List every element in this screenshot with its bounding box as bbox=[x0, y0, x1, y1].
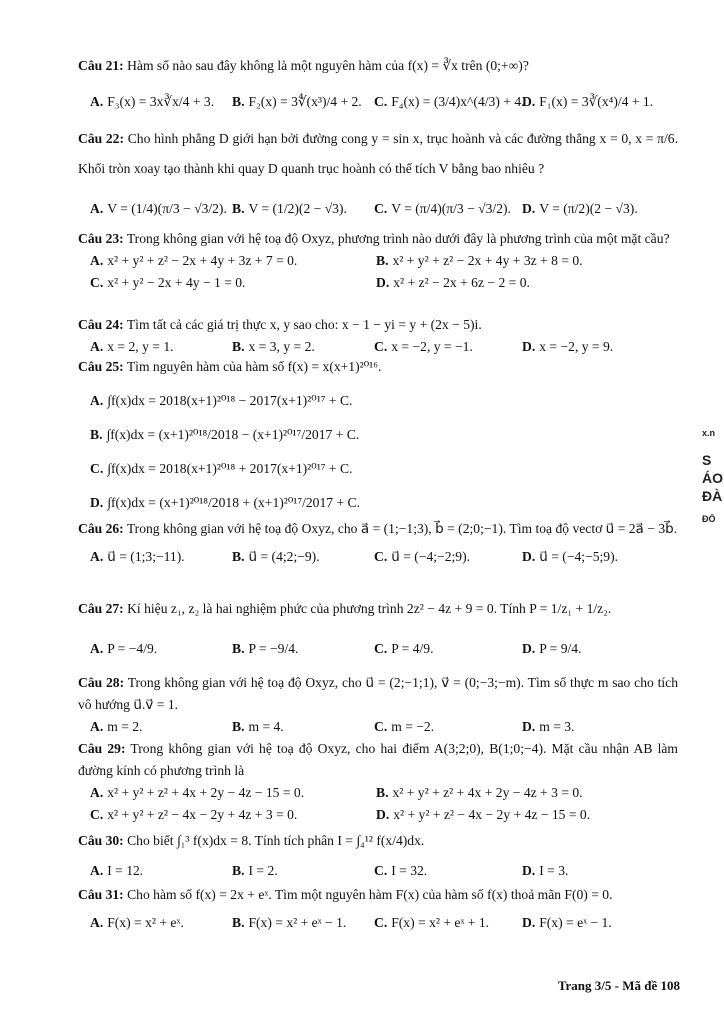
option-c[interactable]: C. m = −2. bbox=[374, 719, 435, 734]
option-a[interactable]: A. P = −4/9. bbox=[90, 641, 158, 656]
question-number: Câu 31: bbox=[78, 887, 124, 902]
option-d[interactable]: D. x = −2, y = 9. bbox=[522, 339, 614, 354]
question-stem: Tìm nguyên hàm của hàm số f(x) = x(x+1)²⁰¹⁶. bbox=[126, 359, 382, 374]
page-footer: Trang 3/5 - Mã đề 108 bbox=[557, 978, 680, 993]
question-30 bbox=[78, 830, 678, 882]
option-a[interactable]: A. x² + y² + z² + 4x + 2y − 4z − 15 = 0. bbox=[90, 785, 305, 800]
question-26 bbox=[78, 518, 678, 568]
option-c[interactable]: C. ∫f(x)dx = 2018(x+1)²⁰¹⁸ + 2017(x+1)²⁰¹⁷ + C. bbox=[90, 461, 353, 476]
question-number: Câu 25: bbox=[78, 359, 124, 374]
question-23 bbox=[78, 228, 678, 294]
option-b[interactable]: B. x² + y² + z² + 4x + 2y − 4z + 3 = 0. bbox=[376, 785, 583, 800]
option-b[interactable]: B. m = 4. bbox=[232, 719, 284, 734]
option-c[interactable]: C. x = −2, y = −1. bbox=[374, 339, 473, 354]
option-d[interactable]: D. F₁(x) = 3∛(x⁴)/4 + 1. bbox=[522, 94, 654, 109]
question-number: Câu 29: bbox=[78, 741, 126, 756]
question-number: Câu 28: bbox=[78, 675, 125, 690]
question-stem: Cho hàm số f(x) = 2x + eˣ. Tìm một nguyên hàm F(x) của hàm số f(x) thoả mãn F(0) = 0. bbox=[127, 887, 613, 902]
option-a[interactable]: A. V = (1/4)(π/3 − √3/2). bbox=[90, 201, 227, 216]
option-b[interactable]: B. P = −9/4. bbox=[232, 641, 299, 656]
option-b[interactable]: B. u⃗ = (4;2;−9). bbox=[232, 549, 320, 564]
question-25 bbox=[78, 356, 678, 520]
question-stem: Hàm số nào sau đây không là một nguyên hàm của f(x) = ∛x trên (0;+∞)? bbox=[127, 58, 529, 73]
margin-mark: x.n bbox=[702, 428, 716, 438]
question-21 bbox=[78, 55, 678, 113]
option-d[interactable]: D. V = (π/2)(2 − √3). bbox=[522, 201, 638, 216]
question-number: Câu 21: bbox=[78, 58, 124, 73]
question-stem: Trong không gian với hệ toạ độ Oxyz, phương trình nào dưới đây là phương trình của một mặt cầu? bbox=[126, 231, 670, 246]
option-c[interactable]: C. x² + y² + z² − 4x − 2y + 4z + 3 = 0. bbox=[90, 807, 298, 822]
option-d[interactable]: D. u⃗ = (−4;−5;9). bbox=[522, 549, 619, 564]
option-b[interactable]: B. x² + y² + z² − 2x + 4y + 3z + 8 = 0. bbox=[376, 253, 583, 268]
question-stem: Trong không gian với hệ toạ độ Oxyz, cho a⃗ = (1;−1;3), b⃗ = (2;0;−1). Tìm toạ độ vectơ u⃗ = 2a⃗ − 3b⃗. bbox=[126, 521, 678, 536]
option-b[interactable]: B. V = (1/2)(2 − √3). bbox=[232, 201, 347, 216]
question-stem: Kí hiệu z₁, z₂ là hai nghiệm phức của phương trình 2z² − 4z + 9 = 0. Tính P = 1/z₁ + 1/z₂. bbox=[127, 601, 612, 616]
question-22 bbox=[78, 124, 678, 220]
option-b[interactable]: B. I = 2. bbox=[232, 863, 278, 878]
option-a[interactable]: A. F₃(x) = 3x∛x/4 + 3. bbox=[90, 94, 215, 109]
option-c[interactable]: C. P = 4/9. bbox=[374, 641, 434, 656]
question-28 bbox=[78, 672, 678, 738]
question-number: Câu 24: bbox=[78, 317, 124, 332]
option-d[interactable]: D. x² + z² − 2x + 6z − 2 = 0. bbox=[376, 275, 530, 290]
option-a[interactable]: A. m = 2. bbox=[90, 719, 143, 734]
option-c[interactable]: C. F(x) = x² + eˣ + 1. bbox=[374, 915, 490, 930]
margin-mark: S bbox=[702, 452, 712, 468]
option-b[interactable]: B. F(x) = x² + eˣ − 1. bbox=[232, 915, 347, 930]
margin-mark: ĐỐ bbox=[702, 514, 716, 524]
option-c[interactable]: C. I = 32. bbox=[374, 863, 428, 878]
option-d[interactable]: D. F(x) = eˣ − 1. bbox=[522, 915, 612, 930]
option-c[interactable]: C. F₄(x) = (3/4)x^(4/3) + 4. bbox=[374, 94, 525, 109]
option-a[interactable]: A. u⃗ = (1;3;−11). bbox=[90, 549, 185, 564]
option-a[interactable]: A. I = 12. bbox=[90, 863, 144, 878]
option-b[interactable]: B. ∫f(x)dx = (x+1)²⁰¹⁸/2018 − (x+1)²⁰¹⁷/2017 + C. bbox=[90, 427, 360, 442]
question-24 bbox=[78, 314, 678, 358]
option-d[interactable]: D. ∫f(x)dx = (x+1)²⁰¹⁸/2018 + (x+1)²⁰¹⁷/2017 + C. bbox=[90, 495, 361, 510]
option-d[interactable]: D. m = 3. bbox=[522, 719, 575, 734]
option-b[interactable]: B. F₂(x) = 3∜(x³)/4 + 2. bbox=[232, 94, 362, 109]
option-c[interactable]: C. V = (π/4)(π/3 − √3/2). bbox=[374, 201, 511, 216]
margin-mark: ĐÀ bbox=[702, 488, 723, 504]
question-stem: Trong không gian với hệ toạ độ Oxyz, cho u⃗ = (2;−1;1), v⃗ = (0;−3;−m). Tìm số thực m sao cho tích vô hướng u⃗.v⃗ = 1. bbox=[78, 675, 679, 712]
option-a[interactable]: A. ∫f(x)dx = 2018(x+1)²⁰¹⁸ − 2017(x+1)²⁰¹⁷ + C. bbox=[90, 393, 353, 408]
option-d[interactable]: D. x² + y² + z² − 4x − 2y + 4z − 15 = 0. bbox=[376, 807, 591, 822]
option-d[interactable]: D. I = 3. bbox=[522, 863, 569, 878]
option-b[interactable]: B. x = 3, y = 2. bbox=[232, 339, 315, 354]
question-number: Câu 27: bbox=[78, 601, 124, 616]
question-number: Câu 30: bbox=[78, 833, 124, 848]
question-number: Câu 26: bbox=[78, 521, 124, 536]
option-c[interactable]: C. u⃗ = (−4;−2;9). bbox=[374, 549, 471, 564]
question-27 bbox=[78, 598, 678, 660]
question-number: Câu 22: bbox=[78, 131, 125, 146]
option-d[interactable]: D. P = 9/4. bbox=[522, 641, 582, 656]
question-stem: Cho hình phẳng D giới hạn bởi đường cong y = sin x, trục hoành và các đường thẳng x = 0, x = π/6. Khối tròn xoay tạo thành khi quay D quanh trục hoành có thể tích V bằng bao nhiêu ? bbox=[78, 131, 678, 176]
option-a[interactable]: A. F(x) = x² + eˣ. bbox=[90, 915, 184, 930]
question-stem: Trong không gian với hệ toạ độ Oxyz, cho hai điểm A(3;2;0), B(1;0;−4). Mặt cầu nhận AB làm đường kính có phương trình là bbox=[78, 741, 678, 778]
option-a[interactable]: A. x = 2, y = 1. bbox=[90, 339, 174, 354]
question-stem: Tìm tất cả các giá trị thực x, y sao cho: x − 1 − yi = y + (2x − 5)i. bbox=[126, 317, 482, 332]
question-number: Câu 23: bbox=[78, 231, 124, 246]
question-stem: Cho biết ∫₁³ f(x)dx = 8. Tính tích phân I = ∫₄¹² f(x/4)dx. bbox=[127, 833, 425, 848]
question-29 bbox=[78, 738, 678, 826]
option-a[interactable]: A. x² + y² + z² − 2x + 4y + 3z + 7 = 0. bbox=[90, 253, 298, 268]
option-c[interactable]: C. x² + y² − 2x + 4y − 1 = 0. bbox=[90, 275, 246, 290]
margin-mark: ÁO bbox=[702, 470, 723, 486]
question-31 bbox=[78, 884, 678, 934]
